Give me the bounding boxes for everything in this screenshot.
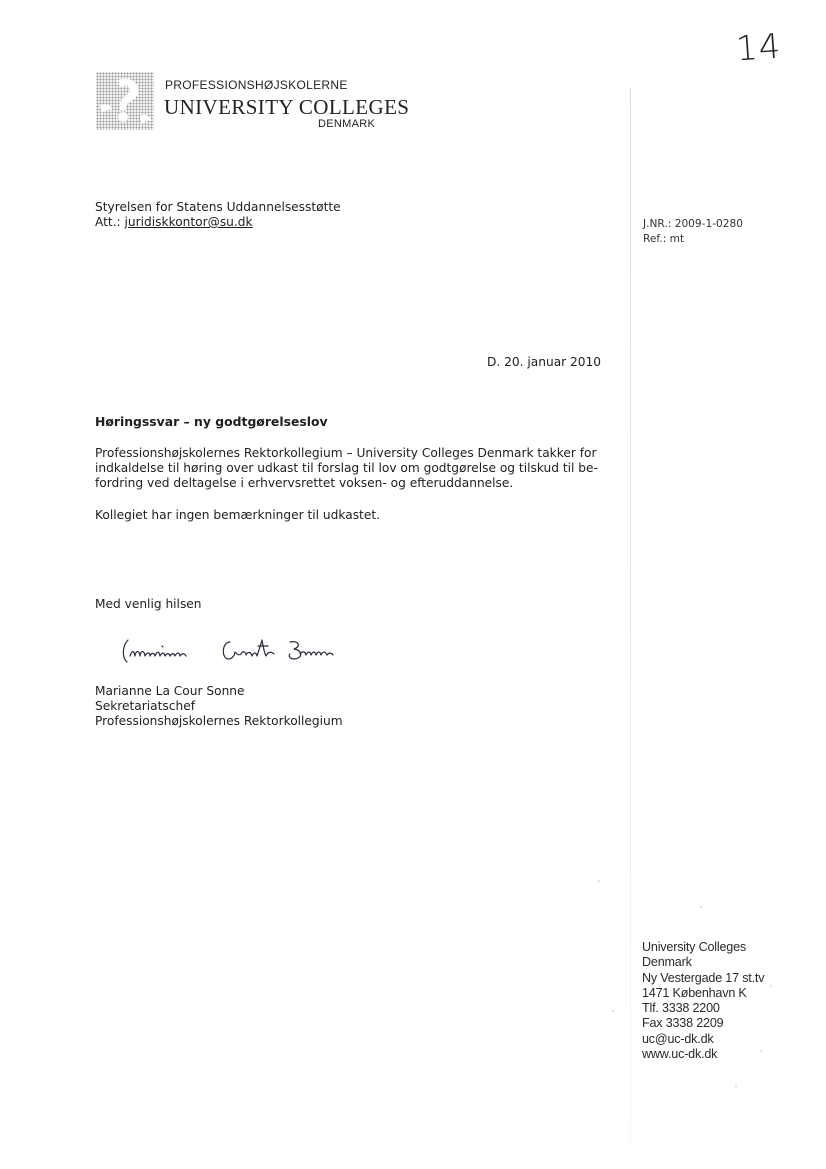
signer-block bbox=[95, 684, 343, 729]
scan-speck bbox=[700, 906, 702, 908]
recipient-name: Styrelsen for Statens Uddannelsesstøtte bbox=[95, 200, 341, 214]
scan-speck bbox=[612, 1010, 614, 1012]
logo-text-line3: DENMARK bbox=[318, 118, 376, 130]
handwritten-signature bbox=[118, 632, 348, 674]
letter-paragraph bbox=[95, 446, 600, 491]
footer-address-block bbox=[642, 940, 764, 1062]
footer-line: Denmark bbox=[642, 955, 692, 970]
logo-text-line1: PROFESSIONSHØJSKOLERNE bbox=[165, 78, 348, 92]
reference-initials: Ref.: mt bbox=[643, 233, 685, 245]
paragraph-line: indkaldelse til høring over udkast til forslag til lov om godtgørelse og tilskud til be- bbox=[95, 461, 598, 475]
signer-title: Sekretariatschef bbox=[95, 699, 195, 713]
recipient-block bbox=[95, 200, 341, 230]
footer-website-link[interactable]: www.uc-dk.dk bbox=[642, 1047, 718, 1062]
scan-speck bbox=[598, 880, 600, 882]
letter-comment: Kollegiet har ingen bemærkninger til udkastet. bbox=[95, 508, 380, 522]
footer-email-link[interactable]: uc@uc-dk.dk bbox=[642, 1031, 714, 1046]
recipient-att bbox=[95, 215, 341, 230]
reference-block bbox=[643, 217, 743, 247]
footer-line: 1471 København K bbox=[642, 985, 747, 1000]
letter-date: D. 20. januar 2010 bbox=[487, 355, 602, 369]
scan-speck bbox=[760, 1050, 762, 1052]
recipient-email-link[interactable]: juridiskkontor@su.dk bbox=[124, 215, 253, 229]
margin-divider bbox=[630, 88, 631, 1148]
logo-text-line2: UNIVERSITY COLLEGES bbox=[164, 95, 410, 119]
footer-line: Fax 3338 2209 bbox=[642, 1016, 724, 1031]
university-colleges-logo-icon bbox=[96, 72, 154, 130]
paragraph-line: fordring ved deltagelse i erhvervsrettet voksen- og efteruddannelse. bbox=[95, 476, 514, 490]
footer-line: Tlf. 3338 2200 bbox=[642, 1001, 720, 1016]
paragraph-line: Professionshøjskolernes Rektorkollegium – University Colleges Denmark takker for bbox=[95, 446, 597, 460]
journal-number: J.NR.: 2009-1-0280 bbox=[643, 218, 744, 230]
signer-name: Marianne La Cour Sonne bbox=[95, 684, 245, 698]
handwritten-page-number: 14 bbox=[734, 26, 783, 70]
scan-speck bbox=[735, 1085, 737, 1087]
scan-speck bbox=[770, 985, 772, 987]
att-label: Att.: bbox=[95, 215, 125, 229]
letter-greeting: Med venlig hilsen bbox=[95, 597, 202, 611]
letter-subject: Høringssvar – ny godtgørelseslov bbox=[95, 414, 328, 429]
footer-line: Ny Vestergade 17 st.tv bbox=[642, 970, 765, 985]
signer-organization: Professionshøjskolernes Rektorkollegium bbox=[95, 714, 343, 728]
footer-line: University Colleges bbox=[642, 940, 746, 954]
